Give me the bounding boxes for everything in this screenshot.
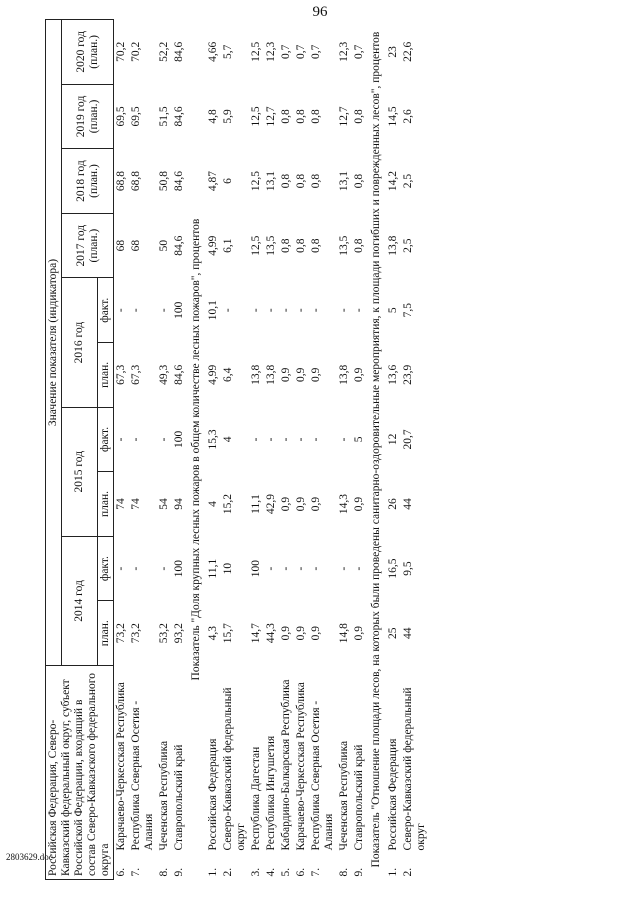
table-row bbox=[386, 20, 401, 880]
value-cell: 12,5 bbox=[250, 106, 262, 127]
row-region-name: Ставропольский край bbox=[173, 744, 185, 851]
table-row bbox=[309, 20, 337, 880]
row-region-name: Карачаево-Черкесская Республика bbox=[115, 682, 127, 851]
value-cell: 14,3 bbox=[338, 493, 350, 515]
plan-header: план. bbox=[98, 472, 114, 537]
value-cell: - bbox=[295, 566, 307, 571]
value-cell: 10,1 bbox=[207, 300, 219, 321]
value-cell: 20,7 bbox=[402, 429, 414, 450]
fact-header: факт. bbox=[98, 407, 114, 472]
value-cell: 0,9 bbox=[295, 626, 307, 641]
value-cell: 0,9 bbox=[310, 367, 322, 383]
plan-header: план. bbox=[98, 343, 114, 408]
row-index: 1. bbox=[207, 867, 219, 877]
value-cell: 0,8 bbox=[280, 238, 292, 253]
value-cell: 12,7 bbox=[338, 106, 350, 127]
value-cell: 0,8 bbox=[353, 109, 365, 124]
rotated-table-container bbox=[45, 20, 640, 880]
value-cell: 10 bbox=[222, 562, 234, 575]
value-cell: 12 bbox=[387, 433, 399, 446]
row-index: 3. bbox=[250, 867, 262, 877]
value-cell: 68 bbox=[115, 239, 127, 252]
table-row bbox=[221, 20, 249, 880]
value-cell: 0,9 bbox=[280, 496, 292, 512]
value-cell: 15,2 bbox=[222, 493, 234, 515]
value-cell: 73,2 bbox=[115, 623, 127, 644]
value-cell: 0,9 bbox=[310, 496, 322, 512]
row-index: 6. bbox=[115, 867, 127, 877]
row-region-name: Карачаево-Черкесская Республика bbox=[295, 682, 307, 851]
row-index: 9. bbox=[353, 867, 365, 877]
row-region-name: Российская Федерация bbox=[387, 738, 399, 851]
plan-header: план. bbox=[98, 601, 114, 666]
value-cell: 67,3 bbox=[130, 364, 142, 385]
row-index: 9. bbox=[173, 867, 185, 877]
value-cell: - bbox=[338, 566, 350, 571]
value-cell: 0,8 bbox=[295, 173, 307, 189]
row-region-name: Республика Дагестан bbox=[250, 746, 262, 851]
value-cell: - bbox=[280, 308, 292, 313]
year-2017-header: 2017 год (план.) bbox=[62, 213, 114, 278]
value-cell: 0,9 bbox=[295, 496, 307, 512]
value-cell: 100 bbox=[250, 559, 262, 578]
value-cell: - bbox=[353, 566, 365, 571]
value-cell: - bbox=[130, 566, 142, 571]
value-cell: 0,7 bbox=[353, 44, 365, 60]
year-2019-header: 2019 год (план.) bbox=[62, 84, 114, 149]
value-cell: 0,9 bbox=[353, 367, 365, 383]
value-cell: 51,5 bbox=[158, 106, 170, 127]
value-cell: 12,3 bbox=[265, 41, 277, 62]
value-cell: - bbox=[265, 437, 277, 442]
value-cell: 6,4 bbox=[222, 367, 234, 383]
value-cell: 2,6 bbox=[402, 109, 414, 124]
value-cell: 68 bbox=[130, 239, 142, 252]
value-cell: 84,6 bbox=[173, 106, 185, 127]
value-cell: 100 bbox=[173, 430, 185, 449]
row-region-name: Северо-Кавказский федеральный округ bbox=[222, 687, 247, 851]
document-code: 2803629.doc bbox=[6, 852, 53, 862]
value-cell: 44 bbox=[402, 498, 414, 510]
row-region-name: Республика Северная Осетия - Алания bbox=[310, 700, 335, 851]
row-region-name: Российская Федерация bbox=[207, 738, 219, 851]
value-cell: 69,5 bbox=[130, 106, 142, 127]
value-cell: 68,8 bbox=[130, 170, 142, 192]
value-cell: 0,9 bbox=[280, 626, 292, 641]
value-cell: 0,9 bbox=[295, 367, 307, 383]
value-cell: 84,6 bbox=[173, 364, 185, 385]
value-cell: 100 bbox=[173, 559, 185, 578]
value-cell: 84,6 bbox=[173, 170, 185, 192]
value-cell: 12,5 bbox=[250, 235, 262, 256]
value-cell: 25 bbox=[387, 627, 399, 639]
value-cell: - bbox=[265, 308, 277, 313]
year-2015-header: 2015 год bbox=[62, 407, 98, 536]
section-title-row bbox=[187, 20, 206, 880]
value-cell: 23,9 bbox=[402, 364, 414, 385]
value-cell: 0,8 bbox=[310, 238, 322, 253]
value-cell: 4 bbox=[207, 501, 219, 507]
value-cell: 52,2 bbox=[158, 41, 170, 62]
value-cell: 13,5 bbox=[338, 235, 350, 256]
value-cell: 4 bbox=[222, 436, 234, 443]
value-cell: 13,8 bbox=[265, 364, 277, 385]
value-cell: 15,7 bbox=[222, 623, 234, 644]
value-cell: 13,1 bbox=[265, 170, 277, 192]
value-cell: - bbox=[130, 308, 142, 313]
section-title: Показатель "Доля крупных лесных пожаров в общем количестве лесных пожаров", процентов bbox=[190, 218, 202, 681]
value-cell: - bbox=[295, 308, 307, 313]
section-title-row bbox=[367, 20, 386, 880]
value-cell: 22,6 bbox=[402, 41, 414, 62]
value-cell: - bbox=[295, 437, 307, 442]
value-cell: - bbox=[338, 437, 350, 442]
value-cell: - bbox=[280, 437, 292, 442]
value-cell: 6,1 bbox=[222, 238, 234, 253]
table-row bbox=[172, 20, 187, 880]
value-cell: 0,8 bbox=[353, 173, 365, 189]
value-cell: - bbox=[158, 566, 170, 571]
value-cell: 100 bbox=[173, 301, 185, 319]
value-cell: - bbox=[310, 437, 322, 442]
table-row bbox=[352, 20, 367, 880]
value-cell: 44,3 bbox=[265, 623, 277, 644]
value-cell: 5 bbox=[387, 307, 399, 314]
fact-header: факт. bbox=[98, 536, 114, 601]
row-index: 5. bbox=[280, 867, 292, 877]
row-index: 7. bbox=[310, 867, 322, 877]
value-cell: - bbox=[280, 566, 292, 571]
table-row bbox=[279, 20, 294, 880]
value-cell: 53,2 bbox=[158, 623, 170, 644]
value-cell: 23 bbox=[387, 46, 399, 58]
value-cell: 0,8 bbox=[280, 173, 292, 189]
table-row bbox=[206, 20, 221, 880]
value-cell: 93,2 bbox=[173, 623, 185, 644]
value-cell: 44 bbox=[402, 627, 414, 639]
value-cell: 84,6 bbox=[173, 41, 185, 62]
row-index: 7. bbox=[130, 867, 142, 877]
value-cell: 13,8 bbox=[250, 364, 262, 385]
value-cell: 0,7 bbox=[295, 44, 307, 60]
value-group-header: Значение показателя (индикатора) bbox=[46, 20, 62, 666]
value-cell: 70,2 bbox=[130, 41, 142, 62]
value-cell: 54 bbox=[158, 498, 170, 510]
value-cell: 6 bbox=[222, 178, 234, 184]
table-row bbox=[294, 20, 309, 880]
value-cell: 13,6 bbox=[387, 364, 399, 385]
value-cell: 12,7 bbox=[265, 106, 277, 127]
row-region-name: Чеченская Республика bbox=[158, 740, 170, 851]
table-header bbox=[46, 20, 114, 880]
year-2014-header: 2014 год bbox=[62, 536, 98, 665]
value-cell: - bbox=[353, 308, 365, 313]
value-cell: 13,8 bbox=[387, 235, 399, 256]
value-cell: 0,8 bbox=[310, 109, 322, 124]
value-cell: 0,8 bbox=[295, 109, 307, 124]
page-number: 96 bbox=[312, 4, 328, 20]
table-body bbox=[114, 20, 430, 880]
year-2016-header: 2016 год bbox=[62, 278, 98, 407]
value-cell: 4,8 bbox=[207, 109, 219, 124]
value-cell: 50,8 bbox=[158, 170, 170, 192]
value-cell: 68,8 bbox=[115, 170, 127, 192]
value-cell: 67,3 bbox=[115, 364, 127, 385]
value-cell: 2,5 bbox=[402, 173, 414, 189]
value-cell: 14,2 bbox=[387, 170, 399, 192]
row-index: 2. bbox=[402, 867, 414, 877]
value-cell: 13,1 bbox=[338, 170, 350, 192]
value-cell: 12,5 bbox=[250, 41, 262, 62]
value-cell: 84,6 bbox=[173, 235, 185, 256]
value-cell: - bbox=[265, 566, 277, 571]
value-cell: 5,9 bbox=[222, 109, 234, 124]
value-cell: 2,5 bbox=[402, 238, 414, 253]
value-cell: 74 bbox=[115, 498, 127, 510]
indicator-table bbox=[45, 19, 429, 880]
value-cell: 69,5 bbox=[115, 106, 127, 127]
region-column-header: Российская Федерация, Северо-Кавказский федеральный округ, субъект Российской Федерации, входящий в состав Северо-Кавказского федерального округа bbox=[46, 666, 114, 880]
section-title: Показатель "Отношение площади лесов, на которых были проведены санитарно-оздоровительные мероприятия, к площади погибших и поврежденных лесов", процентов bbox=[370, 31, 382, 868]
value-cell: 0,9 bbox=[353, 626, 365, 641]
value-cell: 13,5 bbox=[265, 235, 277, 256]
value-cell: 94 bbox=[173, 498, 185, 510]
value-cell: 13,8 bbox=[338, 364, 350, 385]
row-index: 8. bbox=[338, 867, 350, 877]
value-cell: 0,9 bbox=[280, 367, 292, 383]
value-cell: - bbox=[310, 308, 322, 313]
value-cell: 0,7 bbox=[310, 44, 322, 60]
value-cell: 5,7 bbox=[222, 44, 234, 60]
table-row bbox=[114, 20, 130, 880]
value-cell: - bbox=[250, 308, 262, 313]
row-region-name: Кабардино-Балкарская Республика bbox=[280, 679, 292, 851]
year-2018-header: 2018 год (план.) bbox=[62, 149, 114, 214]
value-cell: 4,99 bbox=[207, 364, 219, 385]
value-cell: - bbox=[130, 437, 142, 442]
value-cell: 4,3 bbox=[207, 626, 219, 641]
year-2020-header: 2020 год (план.) bbox=[62, 20, 114, 85]
value-cell: - bbox=[310, 566, 322, 571]
value-cell: 70,2 bbox=[115, 41, 127, 62]
value-cell: - bbox=[250, 437, 262, 442]
row-index: 2. bbox=[222, 867, 234, 877]
value-cell: 0,8 bbox=[310, 173, 322, 189]
value-cell: 14,5 bbox=[387, 106, 399, 127]
row-region-name: Республика Ингушетия bbox=[265, 735, 277, 851]
value-cell: - bbox=[222, 308, 234, 313]
value-cell: 26 bbox=[387, 498, 399, 510]
value-cell: - bbox=[115, 308, 127, 313]
value-cell: 7,5 bbox=[402, 303, 414, 318]
fact-header: факт. bbox=[98, 278, 114, 343]
row-region-name: Ставропольский край bbox=[353, 744, 365, 851]
value-cell: 16,5 bbox=[387, 558, 399, 579]
row-index: 1. bbox=[387, 867, 399, 877]
value-cell: 15,3 bbox=[207, 429, 219, 450]
value-cell: 0,7 bbox=[280, 44, 292, 60]
value-cell: - bbox=[115, 437, 127, 442]
table-row bbox=[264, 20, 279, 880]
value-cell: 0,8 bbox=[280, 109, 292, 124]
value-cell: 49,3 bbox=[158, 364, 170, 385]
row-region-name: Республика Северная Осетия - Алания bbox=[130, 700, 155, 851]
value-cell: 4,87 bbox=[207, 170, 219, 192]
value-cell: - bbox=[158, 437, 170, 442]
value-cell: 4,99 bbox=[207, 235, 219, 256]
row-region-name: Чеченская Республика bbox=[338, 740, 350, 851]
row-index: 4. bbox=[265, 867, 277, 877]
table-row bbox=[249, 20, 264, 880]
value-cell: - bbox=[115, 566, 127, 571]
value-cell: 4,66 bbox=[207, 41, 219, 62]
value-cell: 0,8 bbox=[295, 238, 307, 253]
table-row bbox=[401, 20, 429, 880]
value-cell: 5 bbox=[353, 436, 365, 443]
value-cell: 50 bbox=[158, 239, 170, 252]
value-cell: 0,8 bbox=[353, 238, 365, 253]
row-index: 6. bbox=[295, 867, 307, 877]
value-cell: 74 bbox=[130, 498, 142, 510]
value-cell: 73,2 bbox=[130, 623, 142, 644]
row-index: 8. bbox=[158, 867, 170, 877]
value-cell: - bbox=[338, 308, 350, 313]
row-region-name: Северо-Кавказский федеральный округ bbox=[402, 687, 427, 851]
value-cell: 14,8 bbox=[338, 623, 350, 644]
value-cell: - bbox=[158, 308, 170, 313]
value-cell: 14,7 bbox=[250, 623, 262, 644]
value-cell: 9,5 bbox=[402, 561, 414, 576]
value-cell: 0,9 bbox=[310, 626, 322, 641]
value-cell: 12,5 bbox=[250, 170, 262, 192]
value-cell: 0,9 bbox=[353, 496, 365, 512]
table-row bbox=[337, 20, 352, 880]
table-row bbox=[157, 20, 172, 880]
value-cell: 42,9 bbox=[265, 493, 277, 515]
table-row bbox=[129, 20, 157, 880]
value-cell: 12,3 bbox=[338, 41, 350, 62]
value-cell: 11,1 bbox=[250, 494, 262, 514]
value-cell: 11,1 bbox=[207, 558, 219, 579]
